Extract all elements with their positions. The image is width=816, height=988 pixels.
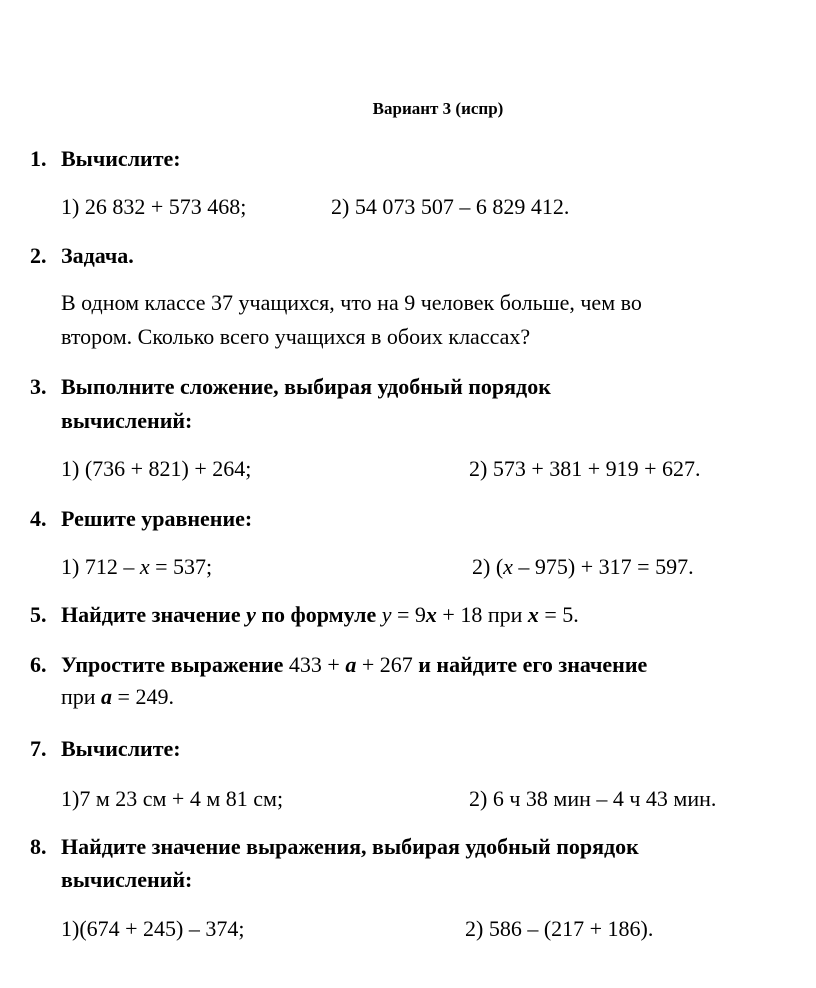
task-6-text-line-1: Упростите выражение 433 + a + 267 и найдите его значение <box>61 652 648 677</box>
task-8-heading-line-1: Найдите значение выражения, выбирая удобный порядок <box>61 834 639 859</box>
task-1-heading: Вычислите: <box>61 146 181 171</box>
task-7-item-1: 1)7 м 23 см + 4 м 81 см; <box>61 786 284 811</box>
task-1-item-2: 2) 54 073 507 – 6 829 412. <box>331 194 570 219</box>
task-2-number: 2. <box>30 243 47 268</box>
task-8-item-2: 2) 586 – (217 + 186). <box>465 916 654 941</box>
task-6-text-line-2: при a = 249. <box>61 684 174 709</box>
task-8-heading-line-2: вычислений: <box>61 867 193 892</box>
page-title: Вариант 3 (испр) <box>372 99 504 118</box>
variable-x: x <box>503 554 513 579</box>
task-3-heading-line-1: Выполните сложение, выбирая удобный порядок <box>61 374 551 399</box>
task-5-text: Найдите значение y по формуле y = 9x + 18 при x = 5. <box>61 602 579 627</box>
task-3-heading-line-2: вычислений: <box>61 408 193 433</box>
task-5-number: 5. <box>30 602 47 627</box>
task-2-text-line-2: втором. Сколько всего учащихся в обоих классах? <box>61 324 531 349</box>
task-3-number: 3. <box>30 374 47 399</box>
task-4-heading: Решите уравнение: <box>61 506 253 531</box>
task-3-item-1: 1) (736 + 821) + 264; <box>61 456 252 481</box>
task-4-number: 4. <box>30 506 47 531</box>
task-2-heading: Задача. <box>61 243 134 268</box>
task-8-number: 8. <box>30 834 47 859</box>
task-4-equation-1: 1) 712 – x = 537; <box>61 554 213 579</box>
variable-y: y <box>246 602 256 627</box>
task-7-heading: Вычислите: <box>61 736 181 761</box>
variable-x: x <box>139 554 150 579</box>
task-6-number: 6. <box>30 652 47 677</box>
task-1-number: 1. <box>30 146 47 171</box>
task-8-item-1: 1)(674 + 245) – 374; <box>61 916 245 941</box>
task-7-number: 7. <box>30 736 47 761</box>
task-2-text-line-1: В одном классе 37 учащихся, что на 9 человек больше, чем во <box>61 290 642 315</box>
task-4-equation-2: 2) (x – 975) + 317 = 597. <box>472 554 694 579</box>
variable-a: a <box>345 652 357 677</box>
task-7-item-2: 2) 6 ч 38 мин – 4 ч 43 мин. <box>469 786 717 811</box>
task-1-item-1: 1) 26 832 + 573 468; <box>61 194 247 219</box>
task-3-item-2: 2) 573 + 381 + 919 + 627. <box>469 456 701 481</box>
